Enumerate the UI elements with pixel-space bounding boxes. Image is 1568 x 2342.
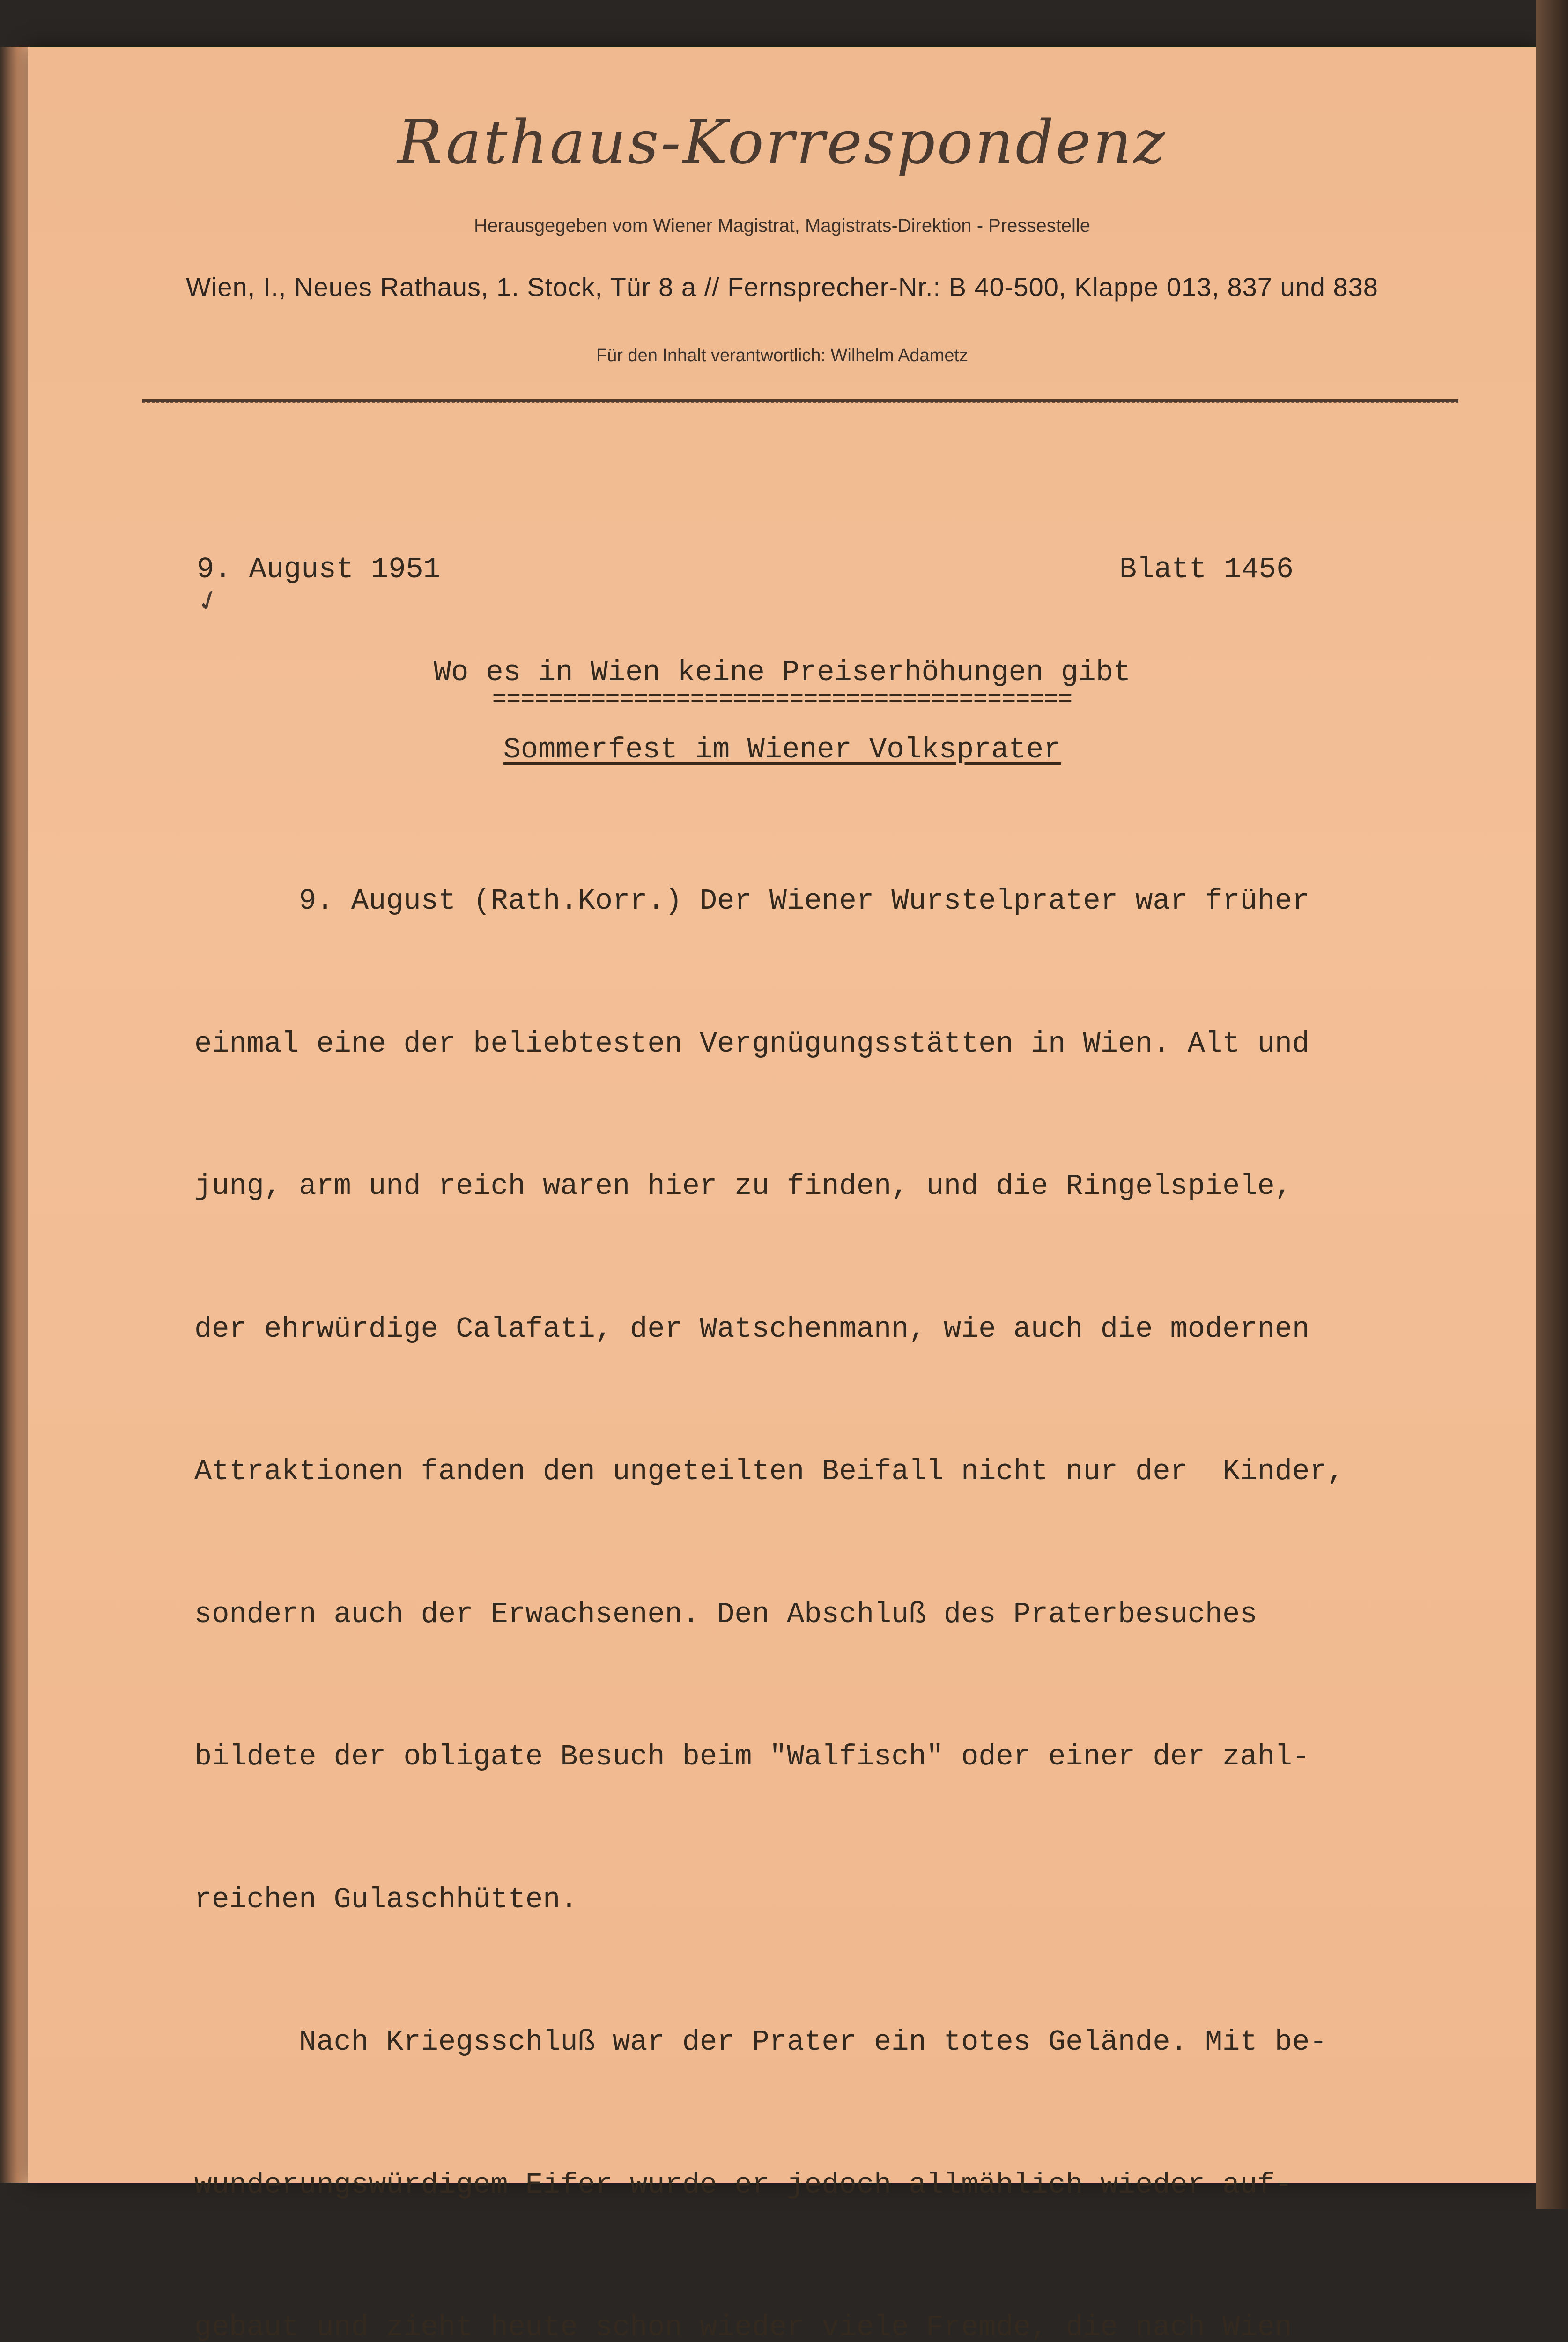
body-line: der ehrwürdige Calafati, der Watschenmann, wie auch die modernen — [194, 1312, 1310, 1346]
body-line: wunderungswürdigem Eifer wurde er jedoch allmählich wieder auf- — [194, 2168, 1292, 2201]
body-line: 9. August (Rath.Korr.) Der Wiener Wurstelprater war früher — [194, 884, 1310, 918]
document-date: 9. August 1951 — [197, 553, 441, 586]
page-edge-left — [0, 47, 28, 2183]
sheet-number: Blatt 1456 — [1119, 553, 1294, 586]
masthead-title: Rathaus-Korrespondenz — [397, 108, 1167, 178]
body-line: Nach Kriegsschluß war der Prater ein totes Gelände. Mit be- — [194, 2025, 1327, 2059]
body-line: gebaut und zieht heute schon wieder viele Fremde, die nach Wien — [194, 2311, 1292, 2342]
body-line: reichen Gulaschhütten. — [194, 1882, 578, 1916]
body-line: einmal eine der beliebtesten Vergnügungsstätten in Wien. Alt und — [194, 1027, 1310, 1060]
page-edge-right — [1536, 0, 1568, 2209]
article-subheadline: Sommerfest im Wiener Volksprater — [503, 733, 1061, 766]
headline-double-rule: ========================================= — [492, 686, 1072, 713]
body-line: bildete der obligate Besuch beim "Walfisch" oder einer der zahl- — [194, 1740, 1310, 1773]
body-line: Attraktionen fanden den ungeteilten Beifall nicht nur der Kinder, — [194, 1455, 1345, 1488]
body-line: sondern auch der Erwachsenen. Den Abschluß des Praterbesuches — [194, 1597, 1257, 1631]
article-headline: Wo es in Wien keine Preiserhöhungen gibt — [433, 656, 1131, 689]
body-line: jung, arm und reich waren hier zu finden, und die Ringelspiele, — [194, 1170, 1292, 1203]
masthead-subtitle: Herausgegeben vom Wiener Magistrat, Magistrats-Direktion - Pressestelle — [473, 215, 1091, 236]
masthead-address: Wien, I., Neues Rathaus, 1. Stock, Tür 8 a // Fernsprecher-Nr.: B 40-500, Klappe 013, 837 und 838 — [186, 272, 1378, 302]
article-body — [194, 782, 1487, 2342]
document-page — [28, 47, 1536, 2342]
masthead-divider — [142, 399, 1458, 403]
masthead-responsible: Für den Inhalt verantwortlich: Wilhelm Adametz — [596, 346, 969, 365]
check-mark-icon: ✓ — [192, 581, 225, 621]
